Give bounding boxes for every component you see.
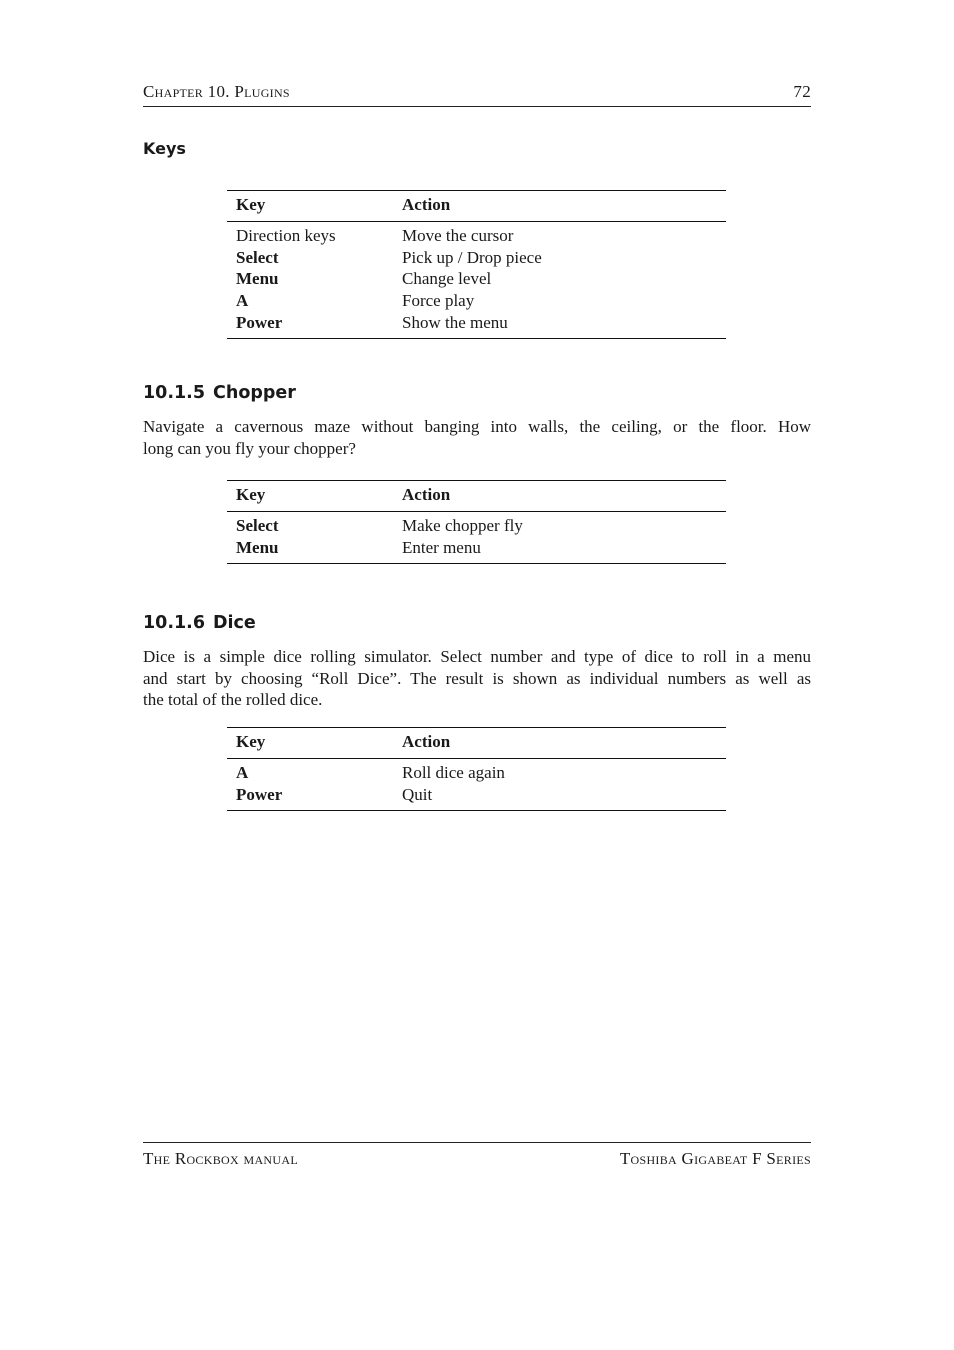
column-header-action: Action <box>402 732 451 751</box>
keys-subheading: Keys <box>143 139 186 158</box>
table-row <box>227 784 726 806</box>
column-header-key: Key <box>236 485 266 504</box>
table-row <box>227 290 726 312</box>
running-footer <box>143 1142 811 1168</box>
paragraph-line: and start by choosing “Roll Dice”. The result is shown as individual numbers as well as <box>143 668 811 688</box>
table-header-row <box>227 191 726 222</box>
key-cell: Menu <box>236 269 279 289</box>
action-cell: Roll dice again <box>402 763 505 782</box>
section-title: Dice <box>213 613 256 633</box>
table-row <box>227 268 726 290</box>
running-header <box>143 82 811 107</box>
footer-manual-title: The Rockbox manual <box>143 1149 298 1168</box>
table-row <box>227 247 726 269</box>
dice-description <box>143 646 811 711</box>
action-cell: Show the menu <box>402 312 508 332</box>
key-cell: Menu <box>236 537 279 557</box>
key-cell: Power <box>236 784 283 804</box>
column-header-action: Action <box>402 195 451 214</box>
chopper-keys-table <box>227 480 726 564</box>
page-number: 72 <box>793 82 811 101</box>
paragraph-line: Navigate a cavernous maze without banging into walls, the ceiling, or the floor. How <box>143 417 811 436</box>
table-header-row <box>227 728 726 759</box>
table-row <box>227 312 726 334</box>
action-cell: Quit <box>402 784 433 804</box>
key-cell: A <box>236 763 249 782</box>
paragraph-line: long can you fly your chopper? <box>143 438 356 458</box>
action-cell: Pick up / Drop piece <box>402 247 542 267</box>
column-header-key: Key <box>236 732 266 751</box>
action-cell: Change level <box>402 269 492 289</box>
keys-table <box>227 190 726 339</box>
table-header-row <box>227 481 726 512</box>
dice-keys-table <box>227 727 726 811</box>
column-header-action: Action <box>402 485 451 504</box>
section-heading-dice <box>143 613 256 633</box>
key-cell: Direction keys <box>236 226 336 245</box>
table-row <box>227 537 726 559</box>
key-cell: Select <box>236 247 279 267</box>
section-number: 10.1.5 <box>143 383 206 403</box>
table-row <box>227 515 726 537</box>
paragraph-line: the total of the rolled dice. <box>143 690 323 710</box>
column-header-key: Key <box>236 195 266 214</box>
action-cell: Move the cursor <box>402 226 514 245</box>
action-cell: Enter menu <box>402 537 481 557</box>
key-cell: Select <box>236 516 279 535</box>
table-row <box>227 225 726 247</box>
paragraph-line: Dice is a simple dice rolling simulator. Select number and type of dice to roll in a menu <box>143 647 811 666</box>
section-heading-chopper <box>143 383 296 403</box>
action-cell: Make chopper fly <box>402 516 523 535</box>
chapter-title: Chapter 10. Plugins <box>143 82 290 101</box>
footer-device-name: Toshiba Gigabeat F Series <box>619 1149 811 1168</box>
key-cell: A <box>236 291 249 311</box>
key-cell: Power <box>236 312 283 332</box>
chopper-description <box>143 416 811 459</box>
section-title: Chopper <box>213 383 296 403</box>
section-number: 10.1.6 <box>143 613 206 633</box>
action-cell: Force play <box>402 291 475 311</box>
table-row <box>227 762 726 784</box>
